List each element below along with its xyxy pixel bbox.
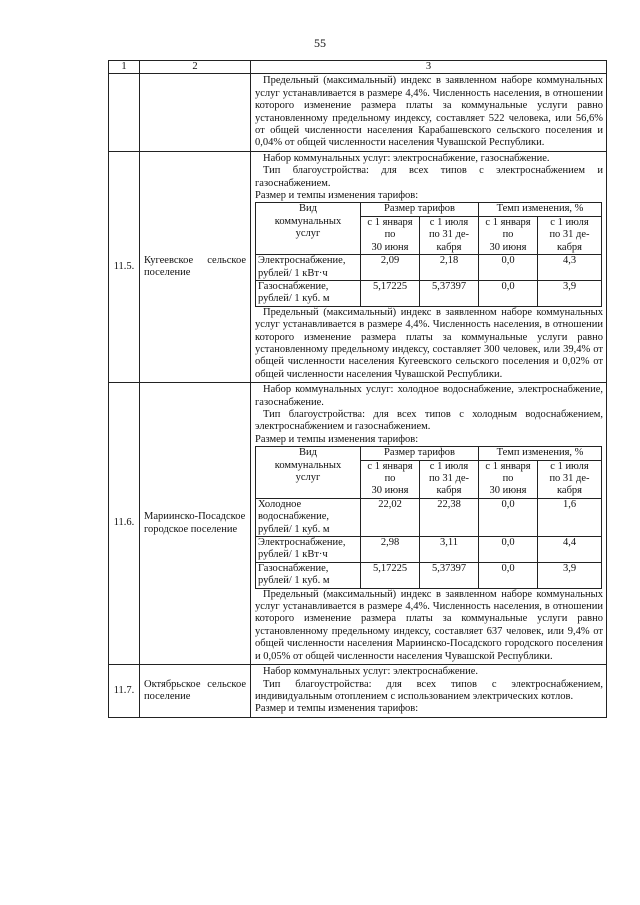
tariff-jan: 5,17225 [361, 562, 420, 588]
section-number: 11.6. [109, 383, 140, 665]
improvement-type-text: Тип благоустройства: для всех типов с электроснабжением, индивидуальным отоплением с использованием электрических котлов. [255, 678, 603, 702]
period-jul-header: с 1 июля по 31 де- кабря [538, 216, 602, 254]
index-paragraph: Предельный (максимальный) индекс в заявленном наборе коммунальных услуг устанавливается в размере 4,4%. Численность населения, в отношении которого изменение размера платы за коммунальные услуги равно установленному предельному индексу, составляет 300 человек, или 39,4% от общей численности населения Кугеевского сельского поселения и 0,02% от общей численности населения Чувашской Республики. [255, 306, 603, 380]
services-set-text: Набор коммунальных услуг: электроснабжение. [263, 666, 479, 678]
index-paragraph: Предельный (максимальный) индекс в заявленном наборе коммунальных услуг устанавливается в размере 4,4%. Численность населения, в отношении которого изменение размера платы за коммунальные услуги равно установленному предельному индексу, составляет 522 человека, или 56,6% от общей численности населения Карабашевского сельского поселения и 0,04% от общей численности населения Чувашской Республики. [255, 75, 603, 149]
index-paragraph: Предельный (максимальный) индекс в заявленном наборе коммунальных услуг устанавливается в размере 4,4%. Численность населения, в отношении которого изменение размера платы за коммунальные услуги равно установленному предельному индексу, составляет 637 человек, или 9,4% от общей численности населения Мариинско-Посадского городского поселения и 0,05% от общей численности населения Чувашской Республики. [255, 588, 603, 662]
tariff-table [255, 446, 602, 588]
tariff-jan: 2,98 [361, 537, 420, 563]
service-kind-header: Вид коммунальных услуг [256, 203, 361, 255]
page-number: 55 [314, 36, 326, 50]
tariff-size-header: Размер тарифов [361, 203, 479, 216]
rate-jul: 4,4 [538, 537, 602, 563]
tariff-row [256, 255, 602, 281]
column-header-2: 2 [140, 61, 251, 74]
tariff-jul: 5,37397 [420, 562, 479, 588]
services-set-text: Набор коммунальных услуг: электроснабжение, газоснабжение. [263, 152, 550, 164]
tariff-row [256, 562, 602, 588]
tariff-document-table [108, 60, 607, 718]
period-jan-header: с 1 января по 30 июня [479, 460, 538, 498]
tariff-table [255, 202, 602, 306]
tariff-jul: 2,18 [420, 255, 479, 281]
period-jan-header: с 1 января по 30 июня [479, 216, 538, 254]
tariff-jul: 3,11 [420, 537, 479, 563]
tariff-size-header: Размер тарифов [361, 447, 479, 460]
rate-jul: 1,6 [538, 498, 602, 536]
tariff-jul: 5,37397 [420, 280, 479, 306]
tariff-size-label: Размер и темпы изменения тарифов: [255, 703, 419, 715]
tariff-row [256, 537, 602, 563]
rate-jul: 4,3 [538, 255, 602, 281]
tariff-row [256, 498, 602, 536]
service-name: Газоснабжение, рублей/ 1 куб. м [256, 562, 361, 588]
period-jul-header: с 1 июля по 31 де- кабря [538, 460, 602, 498]
settlement-name: Октябрьское сельское поселение [140, 665, 251, 718]
column-header-3: 3 [251, 61, 607, 74]
service-name: Холодное водоснабжение, рублей/ 1 куб. м [256, 498, 361, 536]
section-number: 11.7. [109, 665, 140, 718]
change-rate-header: Темп изменения, % [479, 447, 602, 460]
rate-jan: 0,0 [479, 562, 538, 588]
continuation-row [109, 74, 607, 151]
settlement-name: Кугеевское сельское поселение [140, 151, 251, 382]
improvement-type-text: Тип благоустройства: для всех типов с холодным водоснабжением, электроснабжением и газоснабжением. [255, 408, 603, 433]
period-jul-header: с 1 июля по 31 де- кабря [420, 216, 479, 254]
rate-jul: 3,9 [538, 562, 602, 588]
settlement-name: Мариинско-Посадское городское поселение [140, 383, 251, 665]
section-row-11-7 [109, 665, 607, 718]
service-name: Электроснабжение, рублей/ 1 кВт·ч [256, 537, 361, 563]
improvement-type-text: Тип благоустройства: для всех типов с электроснабжением и газоснабжением. [255, 165, 603, 189]
rate-jan: 0,0 [479, 280, 538, 306]
section-row-11-5 [109, 151, 607, 382]
service-name: Электроснабжение, рублей/ 1 кВт·ч [256, 255, 361, 281]
tariff-size-label: Размер и темпы изменения тарифов: [255, 190, 419, 202]
tariff-jan: 22,02 [361, 498, 420, 536]
period-jan-header: с 1 января по 30 июня [361, 460, 420, 498]
section-number: 11.5. [109, 151, 140, 382]
column-number-row [109, 61, 607, 74]
service-kind-header: Вид коммунальных услуг [256, 447, 361, 499]
rate-jul: 3,9 [538, 280, 602, 306]
period-jan-header: с 1 января по 30 июня [361, 216, 420, 254]
tariff-jul: 22,38 [420, 498, 479, 536]
tariff-jan: 2,09 [361, 255, 420, 281]
tariff-size-label: Размер и темпы изменения тарифов: [255, 433, 419, 445]
rate-jan: 0,0 [479, 255, 538, 281]
rate-jan: 0,0 [479, 498, 538, 536]
change-rate-header: Темп изменения, % [479, 203, 602, 216]
period-jul-header: с 1 июля по 31 де- кабря [420, 460, 479, 498]
services-set-text: Набор коммунальных услуг: холодное водоснабжение, электроснабжение, газоснабжение. [255, 384, 603, 408]
section-row-11-6 [109, 383, 607, 665]
service-name: Газоснабжение, рублей/ 1 куб. м [256, 280, 361, 306]
column-header-1: 1 [109, 61, 140, 74]
tariff-row [256, 280, 602, 306]
rate-jan: 0,0 [479, 537, 538, 563]
tariff-jan: 5,17225 [361, 280, 420, 306]
